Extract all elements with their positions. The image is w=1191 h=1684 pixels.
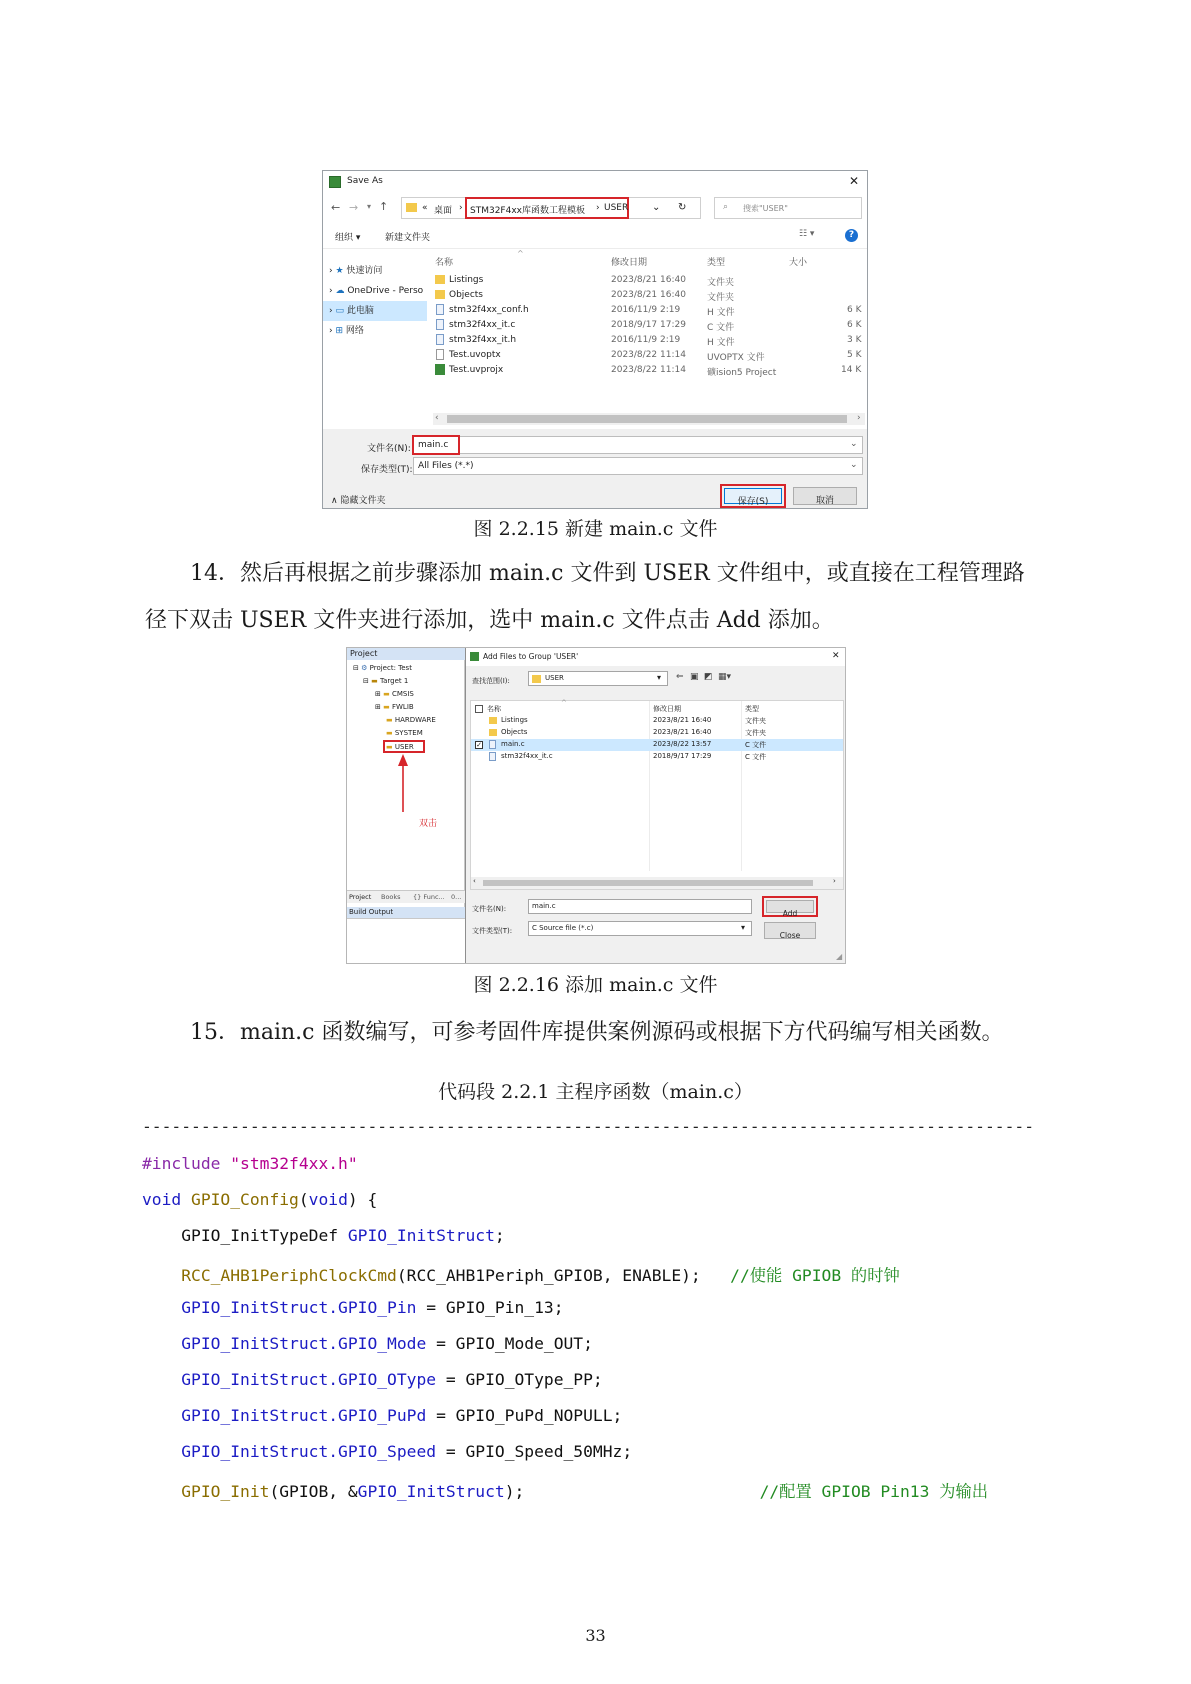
keyword: void <box>308 1190 348 1209</box>
project-icon: ⚙ <box>361 664 368 672</box>
code-text: ); <box>504 1482 760 1501</box>
code-text: = GPIO_Speed_50MHz; <box>436 1442 633 1461</box>
hide-folders-label: 隐藏文件夹 <box>340 496 386 506</box>
nav-this-pc[interactable]: › ▭ 此电脑 <box>323 301 427 321</box>
file-type: H 文件 <box>707 338 735 348</box>
refresh-icon[interactable]: ↻ <box>678 202 687 213</box>
scroll-right-icon[interactable]: › <box>833 877 836 885</box>
file-rows <box>427 273 868 383</box>
network-icon: ⊞ <box>335 326 344 336</box>
code-line-9 <box>142 1442 632 1461</box>
toolbar <box>323 223 868 249</box>
scrollbar-thumb[interactable] <box>447 415 847 423</box>
file-name: stm32f4xx_it.c <box>449 320 516 330</box>
chevron-down-icon[interactable]: ⌄ <box>652 202 661 213</box>
breadcrumb-project[interactable]: STM32F4xx库函数工程模板 <box>470 206 585 216</box>
list-horizontal-scrollbar[interactable] <box>471 877 843 889</box>
collapse-icon: ⊟ <box>363 677 369 685</box>
file-type: C 文件 <box>707 323 735 333</box>
expand-icon: ⊞ <box>375 703 381 711</box>
back-arrow-icon[interactable]: ← <box>331 201 341 214</box>
search-input[interactable]: 搜索"USER" <box>743 204 788 213</box>
generic-file-icon <box>436 349 444 360</box>
file-date: 2023/8/21 16:40 <box>653 716 712 724</box>
scroll-left-icon[interactable]: ‹ <box>435 413 439 423</box>
folder-icon: ▬ <box>383 690 390 698</box>
file-row-selected[interactable] <box>471 739 843 751</box>
file-date: 2023/8/22 11:14 <box>611 365 686 375</box>
file-name: Objects <box>449 290 484 300</box>
file-row[interactable] <box>471 715 843 727</box>
navigation-pane <box>323 249 427 419</box>
filetype-value: C Source file (*.c) <box>532 924 594 932</box>
tree-label: USER <box>394 743 414 751</box>
header-file-icon <box>436 334 444 345</box>
file-type: 文件夹 <box>707 293 735 303</box>
keyword: void <box>142 1190 182 1209</box>
file-row[interactable] <box>471 727 843 739</box>
tree-group-fwlib[interactable] <box>375 703 414 711</box>
up-folder-icon[interactable]: ▣ <box>690 672 699 682</box>
code-line-5 <box>142 1298 564 1317</box>
column-type[interactable]: 类型 <box>707 258 726 268</box>
code-line-7 <box>142 1370 603 1389</box>
function-name: GPIO_Init <box>142 1482 270 1501</box>
dropdown-arrow-icon[interactable]: ▾ <box>657 673 662 682</box>
build-output-pane <box>347 918 465 964</box>
code-comment: //配置 GPIOB Pin13 为输出 <box>759 1482 989 1501</box>
save-button[interactable] <box>724 488 782 507</box>
code-text: (RCC_AHB1Periph_GPIOB, ENABLE); <box>396 1266 731 1285</box>
c-file-icon <box>489 740 496 749</box>
red-arrow <box>397 754 409 812</box>
file-row[interactable] <box>427 333 868 348</box>
identifier: GPIO_InitStruct.GPIO_Speed <box>142 1442 437 1461</box>
code-title: 代码段 2.2.1 主程序函数（main.c） <box>438 1081 753 1103</box>
breadcrumb-separator: › <box>459 203 463 213</box>
tree-label: CMSIS <box>391 690 414 698</box>
figure-caption: 图 2.2.15 新建 main.c 文件 <box>473 518 718 540</box>
back-arrow-icon[interactable]: ⇐ <box>676 672 684 682</box>
filename-label: 文件名(N): <box>472 905 507 913</box>
lookin-label: 查找范围(I): <box>472 677 510 685</box>
filetype-label: 文件类型(T): <box>472 927 513 935</box>
function-name: RCC_AHB1PeriphClockCmd <box>142 1266 397 1285</box>
folder-icon <box>489 717 497 724</box>
code-text: = GPIO_OType_PP; <box>436 1370 603 1389</box>
user-group-highlight <box>383 740 425 753</box>
add-file-list <box>470 700 844 890</box>
add-dialog-titlebar <box>466 648 846 666</box>
file-size: 3 K <box>847 335 862 345</box>
project-panel <box>347 648 465 964</box>
scrollbar-thumb[interactable] <box>483 880 813 886</box>
code-line-2 <box>142 1190 377 1209</box>
paragraph-step14-line1: 14．然后再根据之前步骤添加 main.c 文件到 USER 文件组中，或直接在工程管理路 <box>190 561 1025 586</box>
file-row[interactable] <box>471 751 843 763</box>
file-row[interactable] <box>427 303 868 318</box>
keil-ide-window <box>346 647 846 964</box>
file-row[interactable] <box>427 348 868 363</box>
computer-icon: ▭ <box>335 306 344 316</box>
horizontal-scrollbar[interactable] <box>433 413 865 425</box>
code-line-8 <box>142 1406 622 1425</box>
column-name[interactable]: 名称 <box>487 705 501 713</box>
file-name: main.c <box>501 740 525 748</box>
recent-locations-icon[interactable]: ▾ <box>367 202 372 211</box>
titlebar <box>323 171 868 193</box>
paragraph-step15: 15．main.c 函数编写，可参考固件库提供案例源码或根据下方代码编写相关函数。 <box>190 1020 1004 1045</box>
code-line-10 <box>142 1478 988 1502</box>
tree-group-user[interactable] <box>386 743 414 751</box>
file-row[interactable] <box>427 318 868 333</box>
page-number: 33 <box>585 1626 606 1645</box>
sort-ascending-icon: ^ <box>517 249 524 258</box>
search-box[interactable] <box>714 197 862 219</box>
nav-label: 此电脑 <box>346 306 374 316</box>
new-folder-icon[interactable]: ◩ <box>704 672 713 682</box>
file-date: 2023/8/21 16:40 <box>611 290 686 300</box>
code-text: = GPIO_Mode_OUT; <box>426 1334 593 1353</box>
scroll-right-icon[interactable]: › <box>857 413 861 423</box>
chevron-down-icon[interactable]: ⌄ <box>850 439 858 449</box>
breadcrumb-desktop[interactable]: 桌面 <box>434 206 453 216</box>
breadcrumb-user[interactable]: USER <box>604 203 629 213</box>
add-files-dialog <box>465 648 846 964</box>
nav-network[interactable]: › ⊞ 网络 <box>329 326 364 336</box>
add-button-highlight <box>762 896 818 917</box>
file-name: Test.uvoptx <box>449 350 501 360</box>
tab-books[interactable]: Books <box>381 893 401 901</box>
save-options-area <box>323 429 868 509</box>
nav-label: 网络 <box>345 326 364 336</box>
file-type: H 文件 <box>707 308 735 318</box>
c-file-icon <box>489 752 496 761</box>
column-date[interactable]: 修改日期 <box>611 258 648 268</box>
code-text: ; <box>494 1226 505 1245</box>
view-options-icon[interactable]: ☷ ▾ <box>799 229 815 239</box>
code-comment: //使能 GPIOB 的时钟 <box>730 1266 900 1285</box>
file-date: 2018/9/17 17:29 <box>611 320 686 330</box>
file-name: Test.uvprojx <box>449 365 504 375</box>
tree-group-cmsis[interactable] <box>375 690 414 698</box>
identifier: GPIO_InitStruct <box>347 1226 495 1245</box>
cancel-button[interactable] <box>793 487 857 505</box>
lookin-value: USER <box>545 674 564 682</box>
file-name: Listings <box>501 716 528 724</box>
resize-grip-icon[interactable]: ◢ <box>836 952 843 961</box>
tree-group-system[interactable] <box>386 729 423 737</box>
save-as-dialog <box>322 170 868 509</box>
file-name: stm32f4xx_it.h <box>449 335 517 345</box>
file-name: Listings <box>449 275 484 285</box>
preprocessor: #include <box>142 1154 231 1173</box>
star-icon: ★ <box>335 266 344 276</box>
tree-label: Project: Test <box>369 664 412 672</box>
code-text: = GPIO_Pin_13; <box>416 1298 564 1317</box>
sort-ascending-icon: ^ <box>561 699 567 707</box>
tree-group-hardware[interactable] <box>386 716 436 724</box>
file-date: 2023/8/22 11:14 <box>611 350 686 360</box>
build-output-header <box>347 907 465 918</box>
identifier: GPIO_InitStruct.GPIO_Pin <box>142 1298 417 1317</box>
column-size[interactable]: 大小 <box>789 258 808 268</box>
keil-project-icon <box>435 364 445 375</box>
up-arrow-icon[interactable]: ↑ <box>379 200 389 213</box>
folder-icon <box>406 203 417 212</box>
add-dialog-title: Add Files to Group 'USER' <box>483 652 579 661</box>
paragraph-step14-line2: 径下双击 USER 文件夹进行添加，选中 main.c 文件点击 Add 添加。 <box>145 608 834 633</box>
file-type: 文件夹 <box>745 729 766 737</box>
file-list <box>427 249 868 419</box>
filename-input[interactable]: main.c <box>418 440 449 450</box>
cancel-button-label: 取消 <box>815 496 834 506</box>
file-name: stm32f4xx_conf.h <box>449 305 529 315</box>
filetype-label: 保存类型(T): <box>361 465 413 475</box>
select-all-checkbox[interactable] <box>475 705 483 713</box>
collapse-icon: ⊟ <box>353 664 359 672</box>
filetype-select[interactable] <box>413 457 863 475</box>
tree-label: HARDWARE <box>394 716 436 724</box>
folder-icon: ▬ <box>386 729 393 737</box>
code-text: GPIO_InitTypeDef <box>142 1226 348 1245</box>
project-panel-header <box>347 648 465 660</box>
file-type: C 文件 <box>745 753 767 761</box>
tab-project[interactable]: Project <box>349 893 372 901</box>
tree-label: Target 1 <box>379 677 409 685</box>
dropdown-arrow-icon[interactable]: ▾ <box>741 923 746 932</box>
folder-icon: ▬ <box>386 743 393 751</box>
file-date: 2018/9/17 17:29 <box>653 752 712 760</box>
close-button-label: Close <box>779 931 801 940</box>
expand-icon: ⊞ <box>375 690 381 698</box>
file-size: 6 K <box>847 305 862 315</box>
nav-onedrive[interactable]: › ☁ OneDrive - Perso <box>329 286 424 296</box>
file-row[interactable] <box>427 363 868 378</box>
tree-target[interactable] <box>363 677 408 685</box>
close-icon[interactable]: ✕ <box>849 174 860 188</box>
folder-icon <box>435 290 445 299</box>
code-text: ) { <box>347 1190 378 1209</box>
file-date: 2023/8/21 16:40 <box>611 275 686 285</box>
folder-icon <box>489 729 497 736</box>
file-date: 2016/11/9 2:19 <box>611 335 681 345</box>
file-type: 文件夹 <box>707 278 735 288</box>
identifier: GPIO_InitStruct <box>357 1482 505 1501</box>
column-date[interactable]: 修改日期 <box>653 705 681 713</box>
add-button-label: Add <box>782 909 798 918</box>
code-text: = GPIO_PuPd_NOPULL; <box>426 1406 623 1425</box>
identifier: GPIO_InitStruct.GPIO_Mode <box>142 1334 427 1353</box>
project-panel-title: Project <box>350 649 378 658</box>
search-icon: ⌕ <box>723 202 729 212</box>
file-date: 2023/8/22 13:57 <box>653 740 712 748</box>
help-icon[interactable]: ? <box>845 229 858 242</box>
string-literal: "stm32f4xx.h" <box>230 1154 358 1173</box>
filename-field[interactable] <box>413 436 863 454</box>
close-button[interactable] <box>764 922 816 939</box>
file-checkbox[interactable]: ✓ <box>476 741 482 749</box>
close-icon[interactable]: ✕ <box>832 651 840 661</box>
forward-arrow-icon[interactable]: → <box>349 201 359 214</box>
file-date: 2016/11/9 2:19 <box>611 305 681 315</box>
keil-app-icon <box>470 652 479 661</box>
target-folder-icon: ▬ <box>371 677 378 685</box>
add-button[interactable] <box>766 900 814 918</box>
window-title: Save As <box>347 176 383 186</box>
tab-functions[interactable]: {} Func... <box>413 893 445 901</box>
file-type: C 文件 <box>745 741 767 749</box>
identifier: GPIO_InitStruct.GPIO_OType <box>142 1370 437 1389</box>
header-file-icon <box>436 304 444 315</box>
tab-templates[interactable]: 0... <box>451 893 462 901</box>
breadcrumb-highlight <box>465 197 629 219</box>
lookin-select[interactable] <box>528 671 668 686</box>
address-row <box>323 197 868 223</box>
address-bar[interactable] <box>401 197 701 219</box>
breadcrumb-overflow[interactable]: « <box>422 203 428 213</box>
organize-button[interactable]: 组织 ▾ <box>335 233 361 243</box>
file-type: 礦ision5 Project <box>707 368 777 378</box>
chevron-up-icon: ∧ <box>331 496 338 506</box>
code-text: ( <box>298 1190 309 1209</box>
file-name: Objects <box>501 728 528 736</box>
save-button-label: 保存(S) <box>737 497 769 507</box>
code-separator: ------------------------------------------------------------------------------------------- <box>142 1117 1034 1136</box>
new-folder-button[interactable]: 新建文件夹 <box>385 233 431 243</box>
file-type: 文件夹 <box>745 717 766 725</box>
file-date: 2023/8/21 16:40 <box>653 728 712 736</box>
tree-project[interactable] <box>353 664 412 672</box>
filename-input[interactable]: main.c <box>532 902 556 910</box>
code-line-3 <box>142 1226 505 1245</box>
save-button-highlight <box>720 484 786 508</box>
nav-quick-access[interactable]: › ★ 快速访问 <box>329 266 383 276</box>
tree-label: SYSTEM <box>394 729 423 737</box>
identifier: GPIO_InitStruct.GPIO_PuPd <box>142 1406 427 1425</box>
breadcrumb-separator: › <box>596 203 600 213</box>
file-name: stm32f4xx_it.c <box>501 752 553 760</box>
folder-icon: ▬ <box>383 703 390 711</box>
tree-label: FWLIB <box>391 703 414 711</box>
chevron-down-icon[interactable]: ⌄ <box>850 460 858 470</box>
scroll-left-icon[interactable]: ‹ <box>473 877 476 885</box>
keil-app-icon <box>329 176 341 188</box>
red-arrow-head <box>398 754 408 766</box>
code-line-1 <box>142 1154 358 1173</box>
file-row[interactable] <box>427 273 868 288</box>
build-output-title: Build Output <box>349 908 394 916</box>
folder-icon <box>532 675 541 683</box>
filetype-select[interactable] <box>528 921 752 936</box>
file-type: UVOPTX 文件 <box>707 353 765 363</box>
filename-field[interactable] <box>528 899 752 914</box>
file-size: 6 K <box>847 320 862 330</box>
folder-icon <box>435 275 445 284</box>
figure-caption: 图 2.2.16 添加 main.c 文件 <box>473 974 718 996</box>
column-type[interactable]: 类型 <box>745 705 759 713</box>
function-name: GPIO_Config <box>181 1190 299 1209</box>
filename-label: 文件名(N): <box>367 444 411 454</box>
cloud-icon: ☁ <box>335 286 345 296</box>
panel-tabs <box>347 890 465 903</box>
double-click-annotation: 双击 <box>419 819 438 829</box>
filetype-value: All Files (*.*) <box>418 461 474 471</box>
code-line-6 <box>142 1334 593 1353</box>
folder-icon: ▬ <box>386 716 393 724</box>
file-size: 14 K <box>841 365 862 375</box>
file-row[interactable] <box>427 288 868 303</box>
view-menu-icon[interactable]: ▦▾ <box>718 672 732 682</box>
nav-label: OneDrive - Perso <box>347 286 424 296</box>
c-file-icon <box>436 319 444 330</box>
nav-label: 快速访问 <box>346 266 383 276</box>
column-name[interactable]: 名称 <box>435 258 454 268</box>
code-line-4 <box>142 1262 900 1286</box>
file-size: 5 K <box>847 350 862 360</box>
code-text: (GPIOB, & <box>269 1482 358 1501</box>
hide-folders-toggle[interactable] <box>331 493 385 506</box>
